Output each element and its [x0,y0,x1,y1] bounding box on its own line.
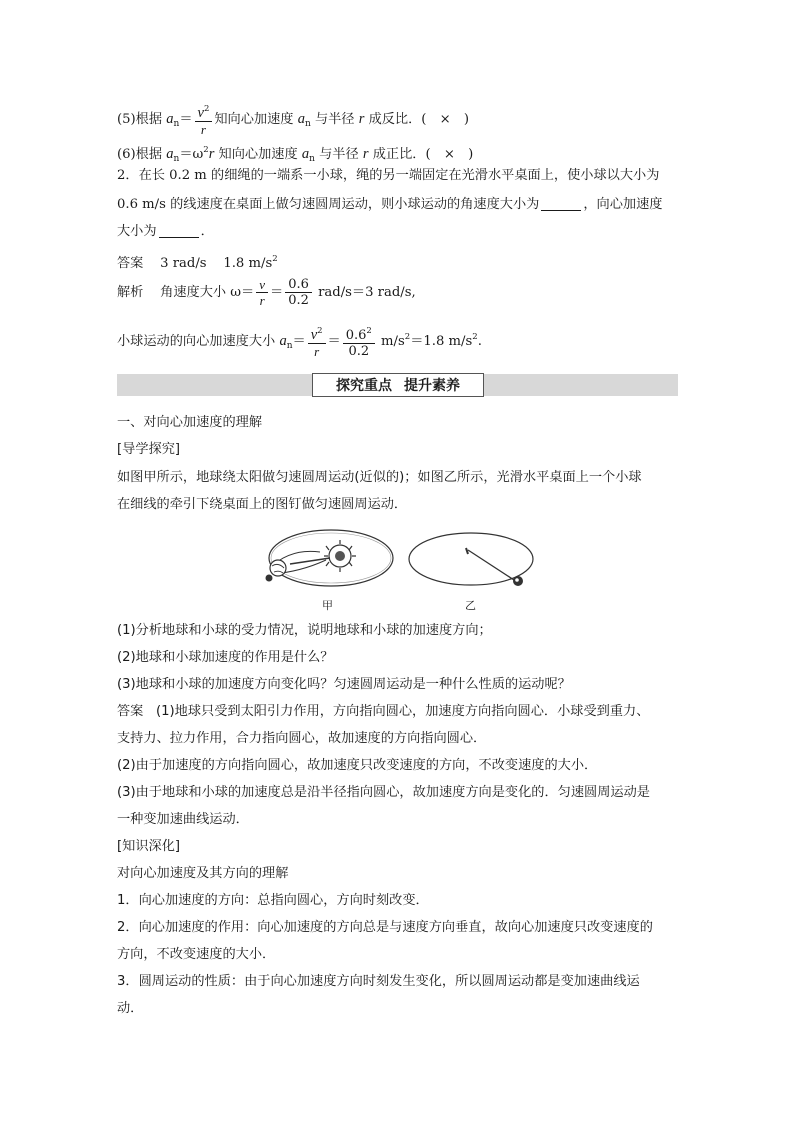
fraction-06sq-over-02: $\frac{0.6^2}{0.2}$ [343,324,375,359]
judgment-item-5: (5)根据 $a_n=$ $\frac{v^2}{r}$ 知向心加速度 $a_n$ 与半径 r 成反比．( × ) [117,104,470,137]
answer-line-3: (2)由于加速度的方向指向圆心，故加速度只改变速度的方向，不改变速度的大小． [117,758,598,773]
fraction-v-over-r: $\frac{v}{r}$ [256,277,268,308]
deepen-item-1: 1．向心加速度的方向：总指向圆心，方向时刻改变． [117,893,429,908]
answer-line-5: 一种变加速曲线运动． [117,812,249,827]
deepen-item-3-line-2: 动． [117,1001,144,1016]
banner-left-label: 探究重点 [336,378,392,394]
earth-sun-figure [266,530,394,586]
earth-icon [270,560,286,576]
sun-icon [324,540,356,572]
deepen-title: 对向心加速度及其方向的理解 [117,866,289,881]
figure-illustration [0,528,794,618]
deepen-item-3-line-1: 3．圆周运动的性质：由于向心加速度方向时刻发生变化，所以圆周运动都是变加速曲线运 [117,974,640,989]
question-3: (3)地球和小球的加速度方向变化吗？匀速圆周运动是一种什么性质的运动呢？ [117,677,571,692]
answer-line-2: 支持力、拉力作用，合力指向圆心，故加速度的方向指向圆心． [117,731,487,746]
problem-2-line-3: 大小为 ． [117,224,214,239]
section-title: 一、对向心加速度的理解 [117,415,263,430]
answer-2: 答案 3 rad/s 1.8 $m/s^2$ [117,254,278,271]
figure-caption-left: 甲 [322,599,333,612]
answer-blank-1[interactable] [541,196,581,211]
figure-caption-right: 乙 [465,599,476,612]
fraction-v2-over-r-2: $\frac{v^2}{r}$ [308,324,326,359]
judgment-item-6: (6)根据 $a_n=\omega^2r$ 知向心加速度 $a_n$ 与半径 r 成正比．( × ) [117,145,474,164]
answer-line-1: 答案 (1)地球只受到太阳引力作用，方向指向圆心，加速度方向指向圆心．小球受到重力、 [117,704,650,719]
intro-line-1: 如图甲所示，地球绕太阳做匀速圆周运动(近似的)；如图乙所示，光滑水平桌面上一个小球 [117,470,642,485]
deepen-item-2-line-2: 方向，不改变速度的大小． [117,947,276,962]
answer-blank-2[interactable] [159,223,199,238]
analysis-line-2: 小球运动的向心加速度大小 $a_n=$ $\frac{v^2}{r}$ ＝ $\frac{0.6^2}{0.2}$ $m/s^2=1.8$ $m/s^2$. [117,326,482,359]
deepen-item-2-line-1: 2．向心加速度的作用：向心加速度的方向总是与速度方向垂直，故向心加速度只改变速度的 [117,920,653,935]
answer-line-4: (3)由于地球和小球的加速度总是沿半径指向圆心，故加速度方向是变化的．匀速圆周运动是 [117,785,650,800]
question-2: (2)地球和小球加速度的作用是什么？ [117,650,334,665]
problem-2-line-1: 2．在长 0.2 m 的细绳的一端系一小球，绳的另一端固定在光滑水平桌面上，使小球以大小为 [117,168,660,183]
fraction-v2-over-r: $\frac{v^2}{r}$ [195,102,213,137]
intro-line-2: 在细线的牵引下绕桌面上的图钉做匀速圆周运动． [117,497,408,512]
deepen-heading: [知识深化] [117,839,181,854]
analysis-line-1: 解析 角速度大小 ω＝ $\frac{v}{r}$ ＝ $\frac{0.6}{0.2}$ rad/s＝3 rad/s, [117,277,416,308]
section-banner [312,373,484,397]
guide-heading: [导学探究] [117,442,181,457]
banner-right-label: 提升素养 [404,378,460,394]
problem-2-line-2: 0.6 m/s 的线速度在桌面上做匀速圆周运动，则小球运动的角速度大小为 ，向心加速度 [117,197,663,212]
ball-on-table-figure [409,533,533,586]
question-1: (1)分析地球和小球的受力情况，说明地球和小球的加速度方向； [117,623,492,638]
fraction-06-over-02: $\frac{0.6}{0.2}$ [285,277,312,308]
